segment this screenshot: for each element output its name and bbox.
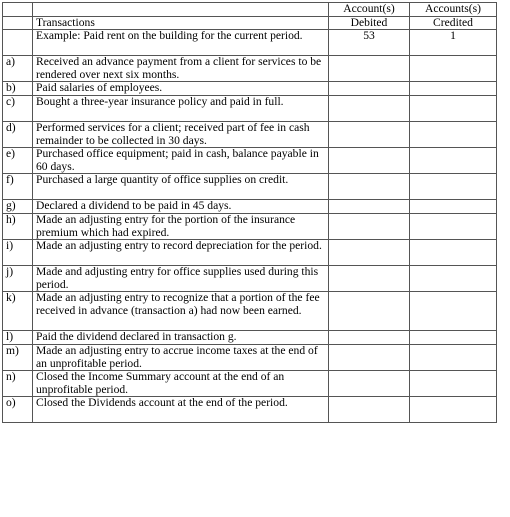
debited-header-line2: Debited bbox=[329, 16, 410, 30]
transactions-header: Transactions bbox=[33, 16, 329, 30]
debited-answer-cell[interactable] bbox=[329, 82, 410, 96]
transaction-row bbox=[3, 95, 497, 121]
example-debited: 53 bbox=[329, 30, 410, 56]
example-row bbox=[3, 30, 497, 56]
transaction-letter: o) bbox=[3, 397, 33, 423]
transaction-row bbox=[3, 331, 497, 345]
transaction-letter: g) bbox=[3, 200, 33, 214]
transaction-letter: c) bbox=[3, 95, 33, 121]
credited-answer-cell[interactable] bbox=[410, 56, 497, 82]
credited-header-line2: Credited bbox=[410, 16, 497, 30]
credited-header-line1: Accounts(s) bbox=[410, 3, 497, 17]
credited-answer-cell[interactable] bbox=[410, 200, 497, 214]
transaction-row bbox=[3, 121, 497, 147]
letter-header-cell-2 bbox=[3, 16, 33, 30]
credited-answer-cell[interactable] bbox=[410, 174, 497, 200]
debited-answer-cell[interactable] bbox=[329, 56, 410, 82]
transaction-letter: m) bbox=[3, 344, 33, 370]
transaction-row bbox=[3, 240, 497, 266]
transaction-letter: d) bbox=[3, 121, 33, 147]
worksheet bbox=[2, 2, 497, 423]
transaction-row bbox=[3, 397, 497, 423]
debited-answer-cell[interactable] bbox=[329, 331, 410, 345]
debited-answer-cell[interactable] bbox=[329, 174, 410, 200]
transaction-row bbox=[3, 148, 497, 174]
transaction-letter: l) bbox=[3, 331, 33, 345]
credited-answer-cell[interactable] bbox=[410, 121, 497, 147]
debited-answer-cell[interactable] bbox=[329, 200, 410, 214]
transaction-text: Made an adjusting entry to recognize that a portion of the fee received in advance (transaction a) had now been earned. bbox=[33, 292, 329, 331]
transaction-letter: k) bbox=[3, 292, 33, 331]
credited-answer-cell[interactable] bbox=[410, 148, 497, 174]
transaction-row bbox=[3, 174, 497, 200]
letter-header-cell bbox=[3, 3, 33, 17]
transaction-text: Made and adjusting entry for office supplies used during this period. bbox=[33, 266, 329, 292]
debited-header-line1: Account(s) bbox=[329, 3, 410, 17]
credited-answer-cell[interactable] bbox=[410, 82, 497, 96]
transaction-row bbox=[3, 371, 497, 397]
transaction-row bbox=[3, 82, 497, 96]
transaction-letter: i) bbox=[3, 240, 33, 266]
transaction-text: Paid salaries of employees. bbox=[33, 82, 329, 96]
transaction-text: Made an adjusting entry to record depreciation for the period. bbox=[33, 240, 329, 266]
transaction-letter: j) bbox=[3, 266, 33, 292]
debited-answer-cell[interactable] bbox=[329, 397, 410, 423]
debited-answer-cell[interactable] bbox=[329, 121, 410, 147]
transaction-letter: h) bbox=[3, 213, 33, 239]
transaction-letter: n) bbox=[3, 371, 33, 397]
transaction-letter: b) bbox=[3, 82, 33, 96]
debited-answer-cell[interactable] bbox=[329, 266, 410, 292]
debited-answer-cell[interactable] bbox=[329, 344, 410, 370]
transaction-row bbox=[3, 266, 497, 292]
debited-answer-cell[interactable] bbox=[329, 240, 410, 266]
transaction-text: Closed the Dividends account at the end of the period. bbox=[33, 397, 329, 423]
debited-answer-cell[interactable] bbox=[329, 213, 410, 239]
transaction-row bbox=[3, 344, 497, 370]
example-letter-cell bbox=[3, 30, 33, 56]
transactions-table bbox=[2, 2, 497, 423]
transaction-letter: e) bbox=[3, 148, 33, 174]
debited-answer-cell[interactable] bbox=[329, 148, 410, 174]
credited-answer-cell[interactable] bbox=[410, 331, 497, 345]
transaction-text: Closed the Income Summary account at the end of an unprofitable period. bbox=[33, 371, 329, 397]
transaction-row bbox=[3, 213, 497, 239]
header-row-2 bbox=[3, 16, 497, 30]
transaction-text: Made an adjusting entry to accrue income taxes at the end of an unprofitable period. bbox=[33, 344, 329, 370]
credited-answer-cell[interactable] bbox=[410, 240, 497, 266]
credited-answer-cell[interactable] bbox=[410, 266, 497, 292]
transaction-text: Received an advance payment from a client for services to be rendered over next six months. bbox=[33, 56, 329, 82]
credited-answer-cell[interactable] bbox=[410, 292, 497, 331]
transaction-row bbox=[3, 200, 497, 214]
transaction-text: Declared a dividend to be paid in 45 days. bbox=[33, 200, 329, 214]
transaction-text: Purchased office equipment; paid in cash, balance payable in 60 days. bbox=[33, 148, 329, 174]
transaction-letter: a) bbox=[3, 56, 33, 82]
transaction-text: Performed services for a client; received part of fee in cash remainder to be collected in 30 days. bbox=[33, 121, 329, 147]
credited-answer-cell[interactable] bbox=[410, 344, 497, 370]
debited-answer-cell[interactable] bbox=[329, 292, 410, 331]
transaction-text: Paid the dividend declared in transaction g. bbox=[33, 331, 329, 345]
transactions-header-blank bbox=[33, 3, 329, 17]
credited-answer-cell[interactable] bbox=[410, 397, 497, 423]
transaction-row bbox=[3, 56, 497, 82]
transaction-row bbox=[3, 292, 497, 331]
transaction-text: Made an adjusting entry for the portion of the insurance premium which had expired. bbox=[33, 213, 329, 239]
example-credited: 1 bbox=[410, 30, 497, 56]
debited-answer-cell[interactable] bbox=[329, 95, 410, 121]
example-text: Example: Paid rent on the building for the current period. bbox=[33, 30, 329, 56]
transaction-letter: f) bbox=[3, 174, 33, 200]
credited-answer-cell[interactable] bbox=[410, 213, 497, 239]
transaction-text: Purchased a large quantity of office supplies on credit. bbox=[33, 174, 329, 200]
debited-answer-cell[interactable] bbox=[329, 371, 410, 397]
credited-answer-cell[interactable] bbox=[410, 371, 497, 397]
header-row-1 bbox=[3, 3, 497, 17]
transaction-text: Bought a three-year insurance policy and paid in full. bbox=[33, 95, 329, 121]
credited-answer-cell[interactable] bbox=[410, 95, 497, 121]
